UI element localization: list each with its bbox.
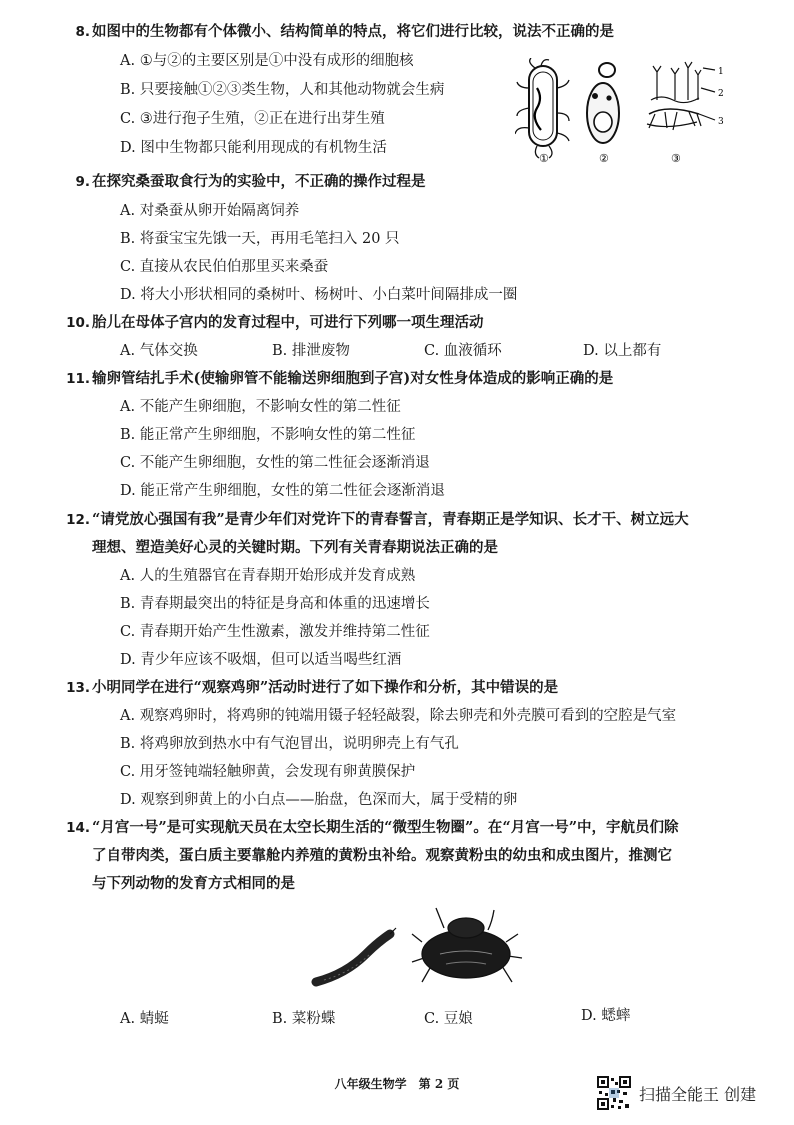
question-10 (66, 313, 484, 333)
watermark-text: 扫描全能王 创建 (639, 1084, 757, 1104)
option-a: A. ①与②的主要区别是①中没有成形的细胞核 (120, 53, 414, 69)
question-number: 11. (66, 371, 90, 387)
question-stem-line-2: 了自带肉类，蛋白质主要靠舱内养殖的黄粉虫补给。观察黄粉虫的幼虫和成虫图片，推测它 (92, 847, 672, 864)
option-b: B. 菜粉蝶 (272, 1011, 336, 1027)
mold-icon (647, 62, 715, 130)
option-d: D. 将大小形状相同的桑树叶、杨树叶、小白菜叶间隔排成一圈 (120, 287, 518, 303)
option-a: A. 观察鸡卵时，将鸡卵的钝端用镊子轻轻敲裂，除去卵壳和外壳膜可看到的空腔是气室 (120, 708, 677, 724)
question-stem-line-1: “月宫一号”是可实现航天员在太空长期生活的“微型生物圈”。在“月宫一号”中，宇航员们除 (92, 819, 679, 836)
option-a: A. 不能产生卵细胞，不影响女性的第二性征 (120, 399, 401, 415)
figure-label-1: ① (539, 152, 549, 165)
question-stem-line-3: 与下列动物的发育方式相同的是 (92, 875, 295, 892)
question-stem: 小明同学在进行“观察鸡卵”活动时进行了如下操作和分析，其中错误的是 (92, 679, 559, 696)
question-number: 8. (75, 24, 90, 40)
question-number: 13. (66, 680, 90, 696)
mold-label-2: 2 (718, 89, 724, 99)
mealworm-figure (306, 902, 531, 992)
option-b: B. 青春期最突出的特征是身高和体重的迅速增长 (120, 596, 430, 612)
option-b: B. 排泄废物 (272, 343, 350, 359)
option-c: C. 青春期开始产生性激素，激发并维持第二性征 (120, 624, 430, 640)
question-stem: 胎儿在母体子宫内的发育过程中，可进行下列哪一项生理活动 (92, 314, 484, 331)
qr-code-icon (597, 1076, 631, 1110)
option-c: C. 直接从农民伯伯那里买来桑蚕 (120, 259, 329, 275)
question-number: 14. (66, 820, 90, 836)
option-b: B. 只要接触①②③类生物，人和其他动物就会生病 (120, 82, 445, 98)
question-number: 12. (66, 512, 90, 528)
figure-label-3: ③ (671, 152, 681, 165)
page-footer: 八年级生物学 第 2 页 (334, 1077, 460, 1091)
option-c: C. 豆娘 (424, 1011, 473, 1027)
option-d: D. 蟋蟀 (581, 1008, 631, 1024)
option-d: D. 以上都有 (583, 343, 662, 359)
option-a: A. 气体交换 (120, 343, 198, 359)
option-b: B. 将蚕宝宝先饿一天，再用毛笔扫入 20 只 (120, 231, 400, 247)
option-c: C. 血液循环 (424, 343, 502, 359)
option-d: D. 观察到卵黄上的小白点——胎盘，色深而大，属于受精的卵 (120, 792, 518, 808)
option-c: C. 用牙签钝端轻触卵黄，会发现有卵黄膜保护 (120, 764, 416, 780)
option-d: D. 青少年应该不吸烟，但可以适当喝些红酒 (120, 652, 402, 668)
question-14 (66, 818, 679, 838)
question-stem: 在探究桑蚕取食行为的实验中，不正确的操作过程是 (92, 173, 426, 190)
question-stem-line-1: “请党放心强国有我”是青少年们对党许下的青春誓言，青春期正是学知识、长才干、树立远大 (92, 511, 689, 528)
microorganism-figure (515, 58, 730, 168)
option-b: B. 能正常产生卵细胞，不影响女性的第二性征 (120, 427, 416, 443)
mold-label-1: 1 (718, 67, 724, 77)
question-stem: 输卵管结扎手术(使输卵管不能输送卵细胞到子宫)对女性身体造成的影响正确的是 (92, 370, 614, 387)
figure-label-2: ② (599, 152, 609, 165)
question-11 (66, 369, 614, 389)
question-number: 10. (66, 315, 90, 331)
question-12 (66, 510, 689, 530)
option-d: D. 图中生物都只能利用现成的有机物生活 (120, 140, 387, 156)
scanner-watermark (597, 1078, 756, 1108)
question-number: 9. (75, 174, 90, 190)
mold-label-3: 3 (718, 117, 724, 127)
option-b: B. 将鸡卵放到热水中有气泡冒出，说明卵壳上有气孔 (120, 736, 459, 752)
question-8 (75, 22, 614, 42)
mealworm-larva-icon (316, 928, 396, 982)
question-9 (75, 172, 426, 192)
question-13 (66, 678, 559, 698)
option-a: A. 对桑蚕从卵开始隔离饲养 (120, 203, 300, 219)
option-d: D. 能正常产生卵细胞，女性的第二性征会逐渐消退 (120, 483, 445, 499)
option-a: A. 蜻蜓 (120, 1011, 169, 1027)
yeast-icon (587, 63, 619, 143)
option-c: C. 不能产生卵细胞，女性的第二性征会逐渐消退 (120, 455, 430, 471)
bacterium-icon (515, 58, 569, 158)
option-a: A. 人的生殖器官在青春期开始形成并发育成熟 (120, 568, 416, 584)
option-c: C. ③进行孢子生殖，②正在进行出芽生殖 (120, 111, 385, 127)
question-stem-line-2: 理想、塑造美好心灵的关键时期。下列有关青春期说法正确的是 (92, 539, 498, 556)
question-stem: 如图中的生物都有个体微小、结构简单的特点，将它们进行比较，说法不正确的是 (92, 23, 614, 40)
mealworm-beetle-icon (412, 908, 522, 982)
